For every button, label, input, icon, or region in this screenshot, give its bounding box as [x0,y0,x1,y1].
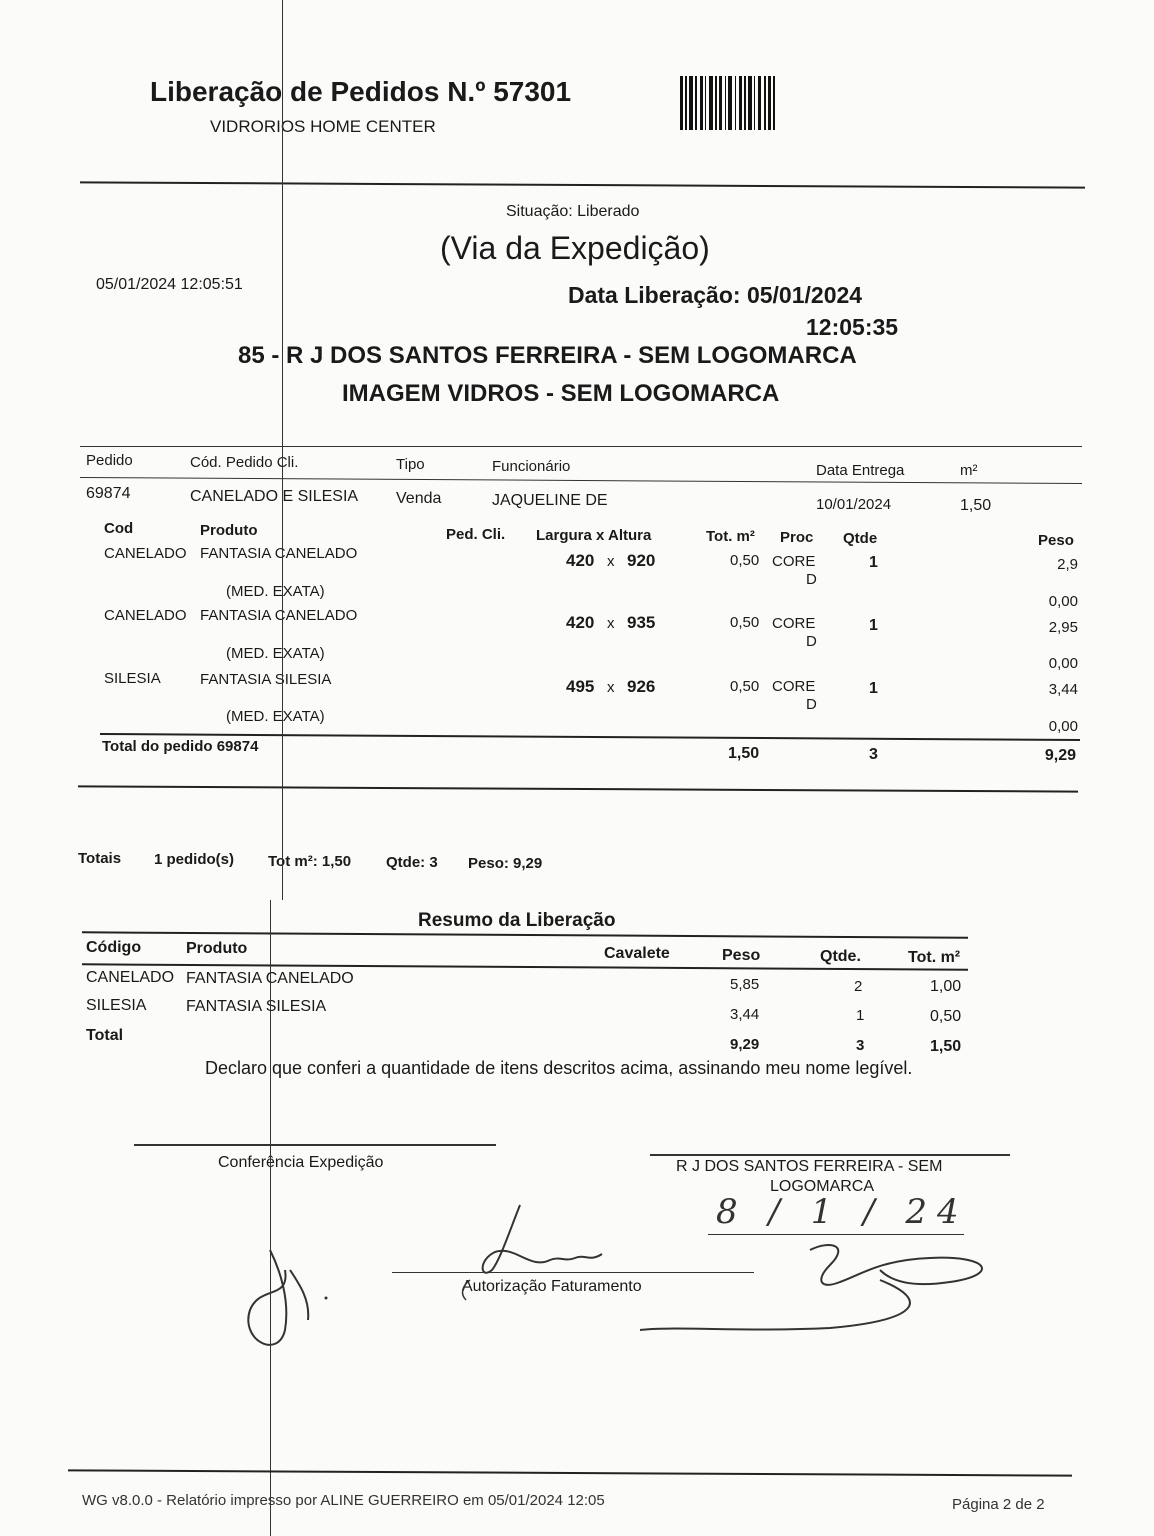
via-title: (Via da Expedição) [440,230,710,266]
item-x: x [607,553,615,570]
order-total-label: Total do pedido 69874 [102,738,259,755]
item-produto: FANTASIA CANELADO [200,545,358,562]
resumo-qtde: 1 [856,1007,865,1024]
item-peso: 2,95 [1048,619,1078,636]
item-tot-m2: 0,50 [730,678,760,695]
divider [82,931,968,938]
handwritten-date: 8 / 1 / 24 [716,1192,969,1232]
company-name: VIDRORIOS HOME CENTER [210,117,436,136]
item-peso: 3,44 [1048,681,1078,698]
resumo-tot-m2: 1,00 [930,978,962,995]
order-total-peso: 9,29 [1044,747,1076,764]
item-proc-suffix: D [806,633,817,650]
resumo-peso: 3,44 [730,1006,760,1023]
resumo-codigo: CANELADO [86,969,175,986]
footer-report: WG v8.0.0 - Relatório impresso por ALINE GUERREIRO em 05/01/2024 12:05 [82,1492,605,1509]
item-peso-extra: 0,00 [1048,655,1078,672]
handwritten-signatures-icon [230,1190,1030,1370]
item-largura: 420 [566,613,595,632]
resumo-col-peso: Peso [722,947,761,964]
item-peso: 2,9 [1057,556,1078,573]
item-proc-suffix: D [806,696,817,713]
item-altura: 920 [627,551,656,570]
col-peso: Peso [1038,532,1074,549]
item-cod: CANELADO [104,607,187,624]
col-produto: Produto [200,522,258,539]
item-peso-extra: 0,00 [1048,718,1078,735]
col-ped-cli: Ped. Cli. [446,526,506,543]
item-tot-m2: 0,50 [730,614,760,631]
item-peso-extra: 0,00 [1048,593,1078,610]
value-data-entrega: 10/01/2024 [816,496,892,513]
footer-page: Página 2 de 2 [952,1496,1045,1513]
value-cod-pedido-cli: CANELADO E SILESIA [190,488,359,505]
scan-artifact-line [270,900,271,1536]
item-proc: CORE [772,678,816,695]
item-x: x [607,679,615,696]
totais-label: Totais [78,850,122,867]
item-altura: 935 [627,613,656,632]
autorizacao-label: Autorização Faturamento [462,1278,642,1295]
col-proc: Proc [780,529,814,546]
item-largura: 495 [566,677,595,696]
divider [68,1469,1072,1476]
resumo-qtde: 2 [854,978,863,995]
resumo-col-codigo: Código [86,939,142,956]
item-sub: (MED. EXATA) [226,708,325,725]
col-altura: Altura [608,527,652,544]
col-tot-m2: Tot. m² [706,528,755,545]
item-sub: (MED. EXATA) [226,645,325,662]
totais-peso: Peso: 9,29 [468,855,543,872]
item-sub: (MED. EXATA) [226,583,325,600]
resumo-peso: 5,85 [730,976,760,993]
item-altura: 926 [627,677,656,696]
col-x: x [596,527,605,544]
item-proc: CORE [772,615,816,632]
item-qtde: 1 [869,680,878,697]
item-qtde: 1 [869,617,878,634]
situacao-label: Situação: Liberado [506,203,640,220]
item-produto: FANTASIA SILESIA [200,671,332,688]
label-m2: m² [960,462,978,479]
signature-line [134,1144,496,1146]
scan-artifact-line [282,0,283,900]
divider [80,446,1082,447]
label-tipo: Tipo [396,456,425,473]
resumo-col-qtde: Qtde. [820,948,861,965]
resumo-codigo: SILESIA [86,997,147,1014]
cliente-name: R J DOS SANTOS FERREIRA - SEM [676,1158,943,1175]
data-liberacao-date: 05/01/2024 [746,282,863,308]
data-liberacao-time: 12:05:35 [806,314,899,340]
data-liberacao-label: Data Liberação: [568,282,741,308]
col-cod: Cod [104,520,134,537]
label-cod-pedido-cli: Cód. Pedido Cli. [190,454,299,471]
resumo-col-cavalete: Cavalete [604,945,670,962]
barcode-icon [680,76,856,130]
document-title: Liberação de Pedidos N.º 57301 [150,76,572,107]
print-datetime: 05/01/2024 12:05:51 [96,276,243,293]
divider [80,181,1085,188]
resumo-col-produto: Produto [186,940,248,957]
divider [80,477,1082,484]
value-m2: 1,50 [960,497,992,514]
resumo-total-qtde: 3 [856,1037,865,1054]
value-funcionario: JAQUELINE DE [492,492,608,509]
resumo-title: Resumo da Liberação [418,910,616,931]
order-total-qtde: 3 [869,746,878,763]
resumo-total-tot-m2: 1,50 [930,1038,962,1055]
col-qtde: Qtde [843,530,878,547]
item-tot-m2: 0,50 [730,552,760,569]
item-largura: 420 [566,551,595,570]
totais-qtde: Qtde: 3 [386,854,438,871]
label-funcionario: Funcionário [492,458,571,475]
item-proc-suffix: D [806,571,817,588]
value-tipo: Venda [396,490,442,507]
conferencia-label: Conferência Expedição [218,1154,384,1171]
client-name: 85 - R J DOS SANTOS FERREIRA - SEM LOGOMARCA [238,342,857,369]
item-produto: FANTASIA CANELADO [200,607,358,624]
item-cod: SILESIA [104,670,161,687]
resumo-total-peso: 9,29 [730,1036,760,1053]
label-pedido: Pedido [86,452,133,469]
totais-pedidos: 1 pedido(s) [154,851,235,868]
label-data-entrega: Data Entrega [816,462,905,479]
resumo-produto: FANTASIA CANELADO [186,970,354,987]
signature-line [650,1154,1010,1156]
resumo-total-label: Total [86,1027,124,1044]
declaration-text: Declaro que conferi a quantidade de itens descritos acima, assinando meu nome legível. [205,1058,913,1078]
item-proc: CORE [772,553,816,570]
client-subtitle: IMAGEM VIDROS - SEM LOGOMARCA [342,380,780,407]
totais-tot-m2: Tot m²: 1,50 [268,853,352,870]
divider [78,785,1078,792]
resumo-col-tot-m2: Tot. m² [908,949,961,966]
item-x: x [607,615,615,632]
resumo-tot-m2: 0,50 [930,1008,962,1025]
cliente-name-line2: LOGOMARCA [770,1178,875,1195]
value-pedido: 69874 [86,485,131,502]
item-cod: CANELADO [104,545,187,562]
col-largura: Largura [536,527,592,544]
resumo-produto: FANTASIA SILESIA [186,998,327,1015]
order-total-tot-m2: 1,50 [728,745,760,762]
item-qtde: 1 [869,554,878,571]
